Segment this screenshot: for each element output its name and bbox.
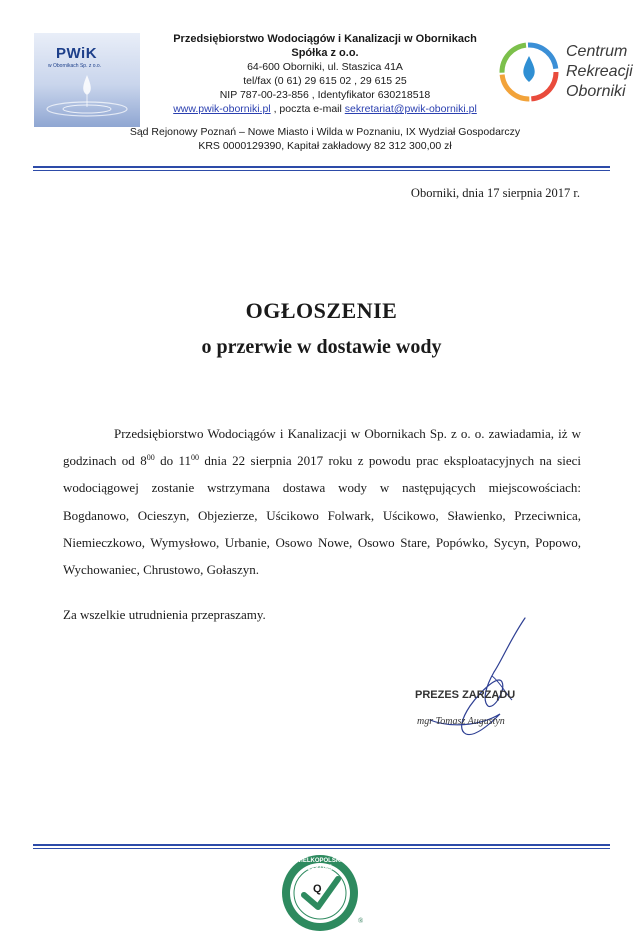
header-divider-top — [33, 166, 610, 168]
court-line-2: KRS 0000129390, Kapitał zakładowy 82 312 300,00 zł — [198, 140, 452, 152]
signature-title: PREZES ZARZĄDU — [415, 689, 516, 701]
company-name: Przedsiębiorstwo Wodociągów i Kanalizacji w Obornikach — [173, 33, 477, 45]
handwritten-signature — [410, 610, 550, 750]
signature-name: mgr Tomasz Augustyn — [417, 716, 505, 727]
announcement-paragraph: Przedsiębiorstwo Wodociągów i Kanalizacji w Obornikach Sp. z o. o. zawiadamia, iż w godzinach od $8^{00}$ do $11^{00}$ dnia 22 sierpnia 2017 roku z powodu prac eksploatacyjnych na sieci wodociągowej zostanie wstrzymana dostawa wody w następujących miejscowościach: Bogdanowo, Ocieszyn, Objezierze, Uścikowo Folwark, Uścikowo, Sławienko, Przeciwnica, Niemieczkowo, Wymysłowo, Urbanie, Osowo Nowe, Osowo Stare, Popówko, Sycyn, Popowo, Wychowaniec, Chrustowo, Gołaszyn. — [63, 426, 581, 578]
quality-badge-text: WIELKOPOLSKA JAKOŚĆ — [295, 858, 345, 872]
company-address: 64-600 Oborniki, ul. Staszica 41A — [247, 61, 403, 73]
email-link[interactable]: sekretariat@pwik-oborniki.pl — [344, 103, 477, 115]
company-contact — [140, 102, 510, 116]
registered-mark: ® — [358, 917, 364, 925]
quality-badge — [278, 851, 368, 936]
announcement-title: OGŁOSZENIE — [245, 298, 398, 323]
footer-divider-bottom — [33, 848, 610, 849]
pwik-brand-subtitle: w Obornikach Sp. z o.o. — [48, 63, 102, 69]
footer-divider-top — [33, 844, 610, 846]
company-header — [140, 32, 510, 116]
court-registration — [100, 125, 550, 153]
centrum-rekreacji-text: Centrum Rekreacji Oborniki — [566, 43, 633, 100]
email-prefix: , poczta e-mail — [273, 103, 342, 115]
closing-apology: Za wszelkie utrudnienia przepraszamy. — [63, 607, 266, 622]
company-ids: NIP 787-00-23-856 , Identyfikator 630218518 — [219, 89, 431, 101]
company-form: Spółka z o.o. — [291, 47, 359, 59]
announcement-subtitle: o przerwie w dostawie wody — [201, 336, 442, 358]
announcement-body — [63, 420, 581, 583]
document-date: Oborniki, dnia 17 sierpnia 2017 r. — [410, 186, 580, 200]
court-line-1: Sąd Rejonowy Poznań – Nowe Miasto i Wilda w Poznaniu, IX Wydział Gospodarczy — [129, 126, 521, 138]
website-link[interactable]: www.pwik-oborniki.pl — [173, 103, 271, 115]
pwik-brand: PWiK — [56, 45, 98, 62]
quality-badge-letter: Q — [313, 883, 322, 895]
centrum-rekreacji-logo — [496, 38, 636, 108]
company-phone: tel/fax (0 61) 29 615 02 , 29 615 25 — [243, 75, 407, 87]
header-divider-bottom — [33, 170, 610, 171]
pwik-logo — [34, 33, 140, 127]
recreation-ring-icon — [496, 38, 562, 104]
